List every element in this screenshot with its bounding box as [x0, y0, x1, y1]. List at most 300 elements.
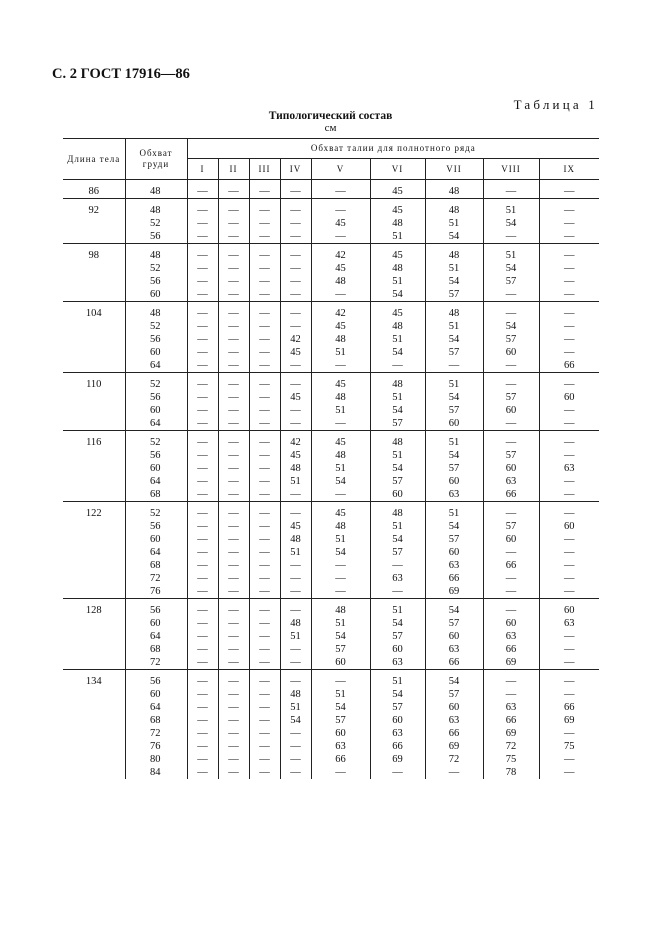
waist-girth-value: 57: [392, 547, 403, 558]
waist-girth-value: —: [259, 715, 270, 726]
chest-girth-value: 52: [150, 437, 161, 448]
waist-girth-value: 57: [448, 463, 460, 474]
waist-girth-value: 66: [335, 754, 346, 765]
waist-girth-value: —: [197, 741, 208, 752]
chest-girth-value: 72: [150, 657, 161, 668]
chest-girth-value: 52: [150, 379, 161, 390]
waist-girth-value: 54: [448, 334, 460, 345]
waist-girth-value: —: [228, 334, 239, 345]
waist-girth-value: —: [564, 586, 575, 597]
waist-girth-value: 78: [505, 767, 517, 778]
body-length-cell: 110: [86, 379, 102, 390]
waist-girth-value: —: [290, 218, 301, 229]
header-group-V: V: [311, 159, 370, 180]
waist-girth-value: —: [259, 276, 270, 287]
waist-girth-value: —: [290, 605, 301, 616]
chest-girth-value: 60: [150, 689, 161, 700]
waist-girth-value: 75: [564, 741, 575, 752]
waist-girth-value: 57: [448, 347, 460, 358]
waist-girth-value: 54: [448, 676, 460, 687]
waist-girth-value: —: [259, 754, 270, 765]
waist-girth-value: —: [564, 437, 575, 448]
waist-girth-value: —: [228, 392, 239, 403]
waist-girth-value: —: [197, 676, 208, 687]
waist-girth-value: —: [197, 715, 208, 726]
chest-girth-value: 68: [150, 489, 161, 500]
waist-girth-value: —: [290, 205, 301, 216]
chest-girth-value: 84: [150, 767, 161, 778]
waist-girth-value: —: [564, 231, 575, 242]
waist-girth-value: 60: [335, 657, 346, 668]
waist-girth-value: —: [197, 560, 208, 571]
waist-girth-value: —: [505, 289, 517, 300]
waist-girth-value: 69: [505, 657, 517, 668]
waist-girth-value: —: [290, 276, 301, 287]
waist-girth-value: 60: [448, 702, 460, 713]
waist-girth-value: —: [259, 534, 270, 545]
waist-girth-value: 45: [335, 508, 346, 519]
waist-girth-value: —: [259, 644, 270, 655]
waist-girth-value: —: [228, 276, 239, 287]
waist-girth-value: 60: [505, 347, 517, 358]
waist-girth-value: 57: [505, 334, 517, 345]
waist-girth-value: 66: [505, 644, 517, 655]
waist-girth-value: 69: [448, 741, 460, 752]
waist-girth-value: —: [564, 405, 575, 416]
waist-girth-value: 63: [335, 741, 346, 752]
waist-girth-value: 66: [448, 657, 460, 668]
waist-girth-value: —: [335, 418, 346, 429]
chest-girth-value: 48: [150, 308, 161, 319]
waist-girth-value: 54: [448, 231, 460, 242]
waist-girth-value: —: [335, 205, 346, 216]
waist-girth-value: —: [197, 276, 208, 287]
waist-girth-value: —: [290, 728, 301, 739]
waist-girth-value: 48: [335, 605, 346, 616]
waist-girth-value: —: [505, 418, 517, 429]
waist-girth-value: 66: [392, 741, 403, 752]
waist-girth-value: 48: [392, 508, 403, 519]
waist-girth-value: 48: [290, 463, 301, 474]
waist-girth-value: —: [197, 250, 208, 261]
waist-girth-value: —: [197, 360, 208, 371]
waist-girth-value: 45: [392, 308, 403, 319]
waist-girth-value: —: [290, 644, 301, 655]
waist-girth-value: —: [259, 508, 270, 519]
waist-girth-value: 51: [448, 263, 460, 274]
waist-girth-value: —: [228, 767, 239, 778]
waist-girth-value: 51: [448, 508, 460, 519]
waist-girth-value: 51: [392, 276, 403, 287]
header-waist-girth: Обхват талии для полнотного ряда: [187, 139, 599, 159]
waist-girth-value: —: [228, 657, 239, 668]
chest-girth-value: 60: [150, 405, 161, 416]
waist-girth-value: 54: [335, 631, 346, 642]
waist-girth-value: 54: [448, 392, 460, 403]
waist-girth-value: —: [259, 321, 270, 332]
waist-girth-value: —: [564, 205, 575, 216]
waist-girth-value: —: [290, 321, 301, 332]
waist-girth-value: 48: [335, 276, 346, 287]
waist-girth-value: —: [448, 767, 460, 778]
waist-girth-value: —: [290, 741, 301, 752]
chest-girth-value: 52: [150, 508, 161, 519]
waist-girth-value: 57: [335, 644, 346, 655]
waist-girth-value: —: [228, 250, 239, 261]
waist-girth-value: 51: [392, 231, 403, 242]
waist-girth-value: 69: [564, 715, 575, 726]
waist-girth-value: —: [290, 231, 301, 242]
waist-girth-value: 48: [335, 334, 346, 345]
chest-girth-value: 60: [150, 347, 161, 358]
waist-girth-value: 48: [392, 437, 403, 448]
waist-girth-value: 69: [505, 728, 517, 739]
table-row: [63, 244, 599, 302]
chest-girth-value: 48: [150, 250, 161, 261]
waist-girth-value: —: [197, 205, 208, 216]
waist-girth-value: 60: [448, 418, 460, 429]
waist-girth-value: 54: [448, 521, 460, 532]
waist-girth-value: 54: [448, 450, 460, 461]
waist-girth-value: —: [564, 657, 575, 668]
waist-girth-value: —: [505, 547, 517, 558]
waist-girth-value: 51: [392, 605, 403, 616]
waist-girth-value: —: [197, 573, 208, 584]
header-group-IV: IV: [280, 159, 311, 180]
waist-girth-value: 54: [505, 263, 517, 274]
waist-girth-value: 60: [448, 547, 460, 558]
waist-girth-value: —: [259, 605, 270, 616]
waist-girth-value: —: [259, 618, 270, 629]
waist-girth-value: —: [197, 321, 208, 332]
waist-girth-value: 51: [448, 218, 460, 229]
waist-girth-value: —: [290, 405, 301, 416]
waist-girth-value: 72: [448, 754, 460, 765]
chest-girth-value: 56: [150, 676, 161, 687]
waist-girth-value: —: [290, 754, 301, 765]
waist-girth-value: —: [197, 263, 208, 274]
waist-girth-value: —: [564, 321, 575, 332]
waist-girth-value: —: [228, 702, 239, 713]
waist-girth-value: 57: [392, 702, 403, 713]
waist-girth-value: —: [259, 489, 270, 500]
waist-girth-value: —: [290, 489, 301, 500]
waist-girth-value: 45: [392, 250, 403, 261]
waist-girth-value: —: [197, 379, 208, 390]
waist-girth-value: —: [290, 657, 301, 668]
header-group-VII: VII: [425, 159, 483, 180]
waist-girth-value: —: [228, 231, 239, 242]
body-length-cell: 116: [86, 437, 102, 448]
waist-girth-value: —: [505, 379, 517, 390]
waist-girth-value: 51: [448, 437, 460, 448]
waist-girth-value: 60: [335, 728, 346, 739]
waist-girth-value: —: [259, 741, 270, 752]
waist-girth-value: —: [228, 618, 239, 629]
chest-girth-value: 60: [150, 618, 161, 629]
waist-girth-value: —: [197, 463, 208, 474]
waist-girth-value: —: [197, 418, 208, 429]
waist-girth-value: 54: [392, 463, 403, 474]
waist-girth-value: —: [564, 754, 575, 765]
waist-girth-value: 66: [564, 360, 575, 371]
waist-girth-value: 60: [564, 605, 575, 616]
waist-girth-value: —: [564, 534, 575, 545]
chest-girth-value: 56: [150, 605, 161, 616]
waist-girth-value: —: [228, 450, 239, 461]
waist-girth-value: —: [290, 676, 301, 687]
waist-girth-value: —: [564, 308, 575, 319]
waist-girth-value: —: [505, 573, 517, 584]
waist-girth-value: 63: [448, 560, 460, 571]
waist-girth-value: 48: [335, 450, 346, 461]
waist-girth-value: 57: [448, 534, 460, 545]
waist-girth-value: —: [505, 676, 517, 687]
chest-girth-value: 72: [150, 728, 161, 739]
waist-girth-value: —: [564, 186, 575, 197]
chest-girth-value: 56: [150, 231, 161, 242]
waist-girth-value: 48: [392, 379, 403, 390]
waist-girth-value: —: [564, 489, 575, 500]
waist-girth-value: —: [564, 547, 575, 558]
waist-girth-value: 51: [335, 347, 346, 358]
waist-girth-value: —: [197, 728, 208, 739]
waist-girth-value: —: [228, 321, 239, 332]
waist-girth-value: 54: [392, 405, 403, 416]
waist-girth-value: 45: [335, 437, 346, 448]
waist-girth-value: —: [228, 644, 239, 655]
body-length-cell: 86: [88, 186, 99, 197]
waist-girth-value: —: [335, 586, 346, 597]
waist-girth-value: 48: [448, 186, 460, 197]
waist-girth-value: —: [228, 263, 239, 274]
chest-girth-value: 52: [150, 321, 161, 332]
waist-girth-value: —: [505, 186, 517, 197]
waist-girth-value: 51: [448, 379, 460, 390]
waist-girth-value: —: [228, 547, 239, 558]
waist-girth-value: —: [259, 205, 270, 216]
waist-girth-value: —: [259, 231, 270, 242]
waist-girth-value: 60: [505, 463, 517, 474]
waist-girth-value: 51: [392, 392, 403, 403]
typology-table: [63, 138, 599, 779]
page-header: С. 2 ГОСТ 17916—86: [52, 66, 190, 82]
waist-girth-value: —: [564, 334, 575, 345]
waist-girth-value: —: [505, 308, 517, 319]
waist-girth-value: 63: [505, 631, 517, 642]
waist-girth-value: —: [259, 250, 270, 261]
waist-girth-value: 63: [505, 476, 517, 487]
waist-girth-value: 54: [448, 276, 460, 287]
waist-girth-value: 54: [505, 321, 517, 332]
waist-girth-value: —: [197, 754, 208, 765]
waist-girth-value: —: [564, 418, 575, 429]
waist-girth-value: —: [564, 379, 575, 390]
waist-girth-value: —: [564, 276, 575, 287]
chest-girth-value: 52: [150, 263, 161, 274]
waist-girth-value: 54: [392, 618, 403, 629]
waist-girth-value: 60: [448, 631, 460, 642]
chest-girth-value: 56: [150, 521, 161, 532]
waist-girth-value: 63: [505, 702, 517, 713]
waist-girth-value: 48: [290, 534, 301, 545]
chest-girth-value: 52: [150, 218, 161, 229]
waist-girth-value: 69: [448, 586, 460, 597]
waist-girth-value: —: [197, 437, 208, 448]
chest-girth-value: 56: [150, 334, 161, 345]
waist-girth-value: 66: [505, 715, 517, 726]
waist-girth-value: —: [259, 392, 270, 403]
waist-girth-value: —: [228, 289, 239, 300]
waist-girth-value: 72: [505, 741, 517, 752]
chest-girth-value: 76: [150, 586, 161, 597]
waist-girth-value: 45: [335, 263, 346, 274]
waist-girth-value: —: [392, 560, 403, 571]
waist-girth-value: 51: [335, 463, 346, 474]
waist-girth-value: —: [564, 263, 575, 274]
waist-girth-value: —: [290, 573, 301, 584]
waist-girth-value: —: [197, 450, 208, 461]
waist-girth-value: —: [259, 437, 270, 448]
waist-girth-value: —: [197, 218, 208, 229]
waist-girth-value: —: [259, 334, 270, 345]
waist-girth-value: 54: [335, 702, 346, 713]
waist-girth-value: 54: [335, 476, 346, 487]
waist-girth-value: —: [505, 605, 517, 616]
waist-girth-value: —: [335, 186, 346, 197]
waist-girth-value: —: [228, 689, 239, 700]
chest-girth-value: 60: [150, 534, 161, 545]
table-row: [63, 199, 599, 244]
waist-girth-value: —: [259, 631, 270, 642]
waist-girth-value: —: [197, 508, 208, 519]
header-group-VI: VI: [370, 159, 425, 180]
waist-girth-value: —: [290, 263, 301, 274]
body-length-cell: 98: [88, 250, 99, 261]
waist-girth-value: —: [335, 767, 346, 778]
chest-girth-value: 48: [150, 205, 161, 216]
header-group-IX: IX: [539, 159, 599, 180]
waist-girth-value: —: [228, 715, 239, 726]
body-length-cell: 104: [85, 308, 102, 319]
waist-girth-value: —: [505, 437, 517, 448]
waist-girth-value: —: [228, 218, 239, 229]
waist-girth-value: —: [228, 476, 239, 487]
waist-girth-value: —: [564, 689, 575, 700]
chest-girth-value: 56: [150, 450, 161, 461]
waist-girth-value: —: [228, 405, 239, 416]
waist-girth-value: 66: [448, 728, 460, 739]
waist-girth-value: —: [259, 657, 270, 668]
chest-girth-value: 64: [150, 418, 161, 429]
waist-girth-value: 51: [290, 476, 301, 487]
waist-girth-value: —: [335, 360, 346, 371]
waist-girth-value: —: [228, 560, 239, 571]
chest-girth-value: 68: [150, 560, 161, 571]
waist-girth-value: 48: [448, 250, 460, 261]
waist-girth-value: —: [197, 644, 208, 655]
waist-girth-value: 48: [448, 205, 460, 216]
header-group-III: III: [249, 159, 280, 180]
waist-girth-value: 45: [392, 186, 403, 197]
waist-girth-value: 54: [392, 534, 403, 545]
waist-girth-value: —: [228, 308, 239, 319]
waist-girth-value: —: [505, 508, 517, 519]
waist-girth-value: —: [197, 534, 208, 545]
waist-girth-value: 57: [448, 405, 460, 416]
waist-girth-value: —: [259, 308, 270, 319]
waist-girth-value: 60: [564, 392, 575, 403]
waist-girth-value: 57: [448, 689, 460, 700]
waist-girth-value: —: [197, 586, 208, 597]
waist-girth-value: 51: [335, 405, 346, 416]
waist-girth-value: —: [228, 379, 239, 390]
waist-girth-value: —: [290, 560, 301, 571]
waist-girth-value: 66: [448, 573, 460, 584]
waist-girth-value: —: [505, 231, 517, 242]
waist-girth-value: —: [197, 476, 208, 487]
waist-girth-value: —: [228, 437, 239, 448]
waist-girth-value: 66: [564, 702, 575, 713]
waist-girth-value: —: [259, 560, 270, 571]
waist-girth-value: 60: [505, 405, 517, 416]
waist-girth-value: 48: [448, 308, 460, 319]
waist-girth-value: —: [392, 360, 403, 371]
waist-girth-value: —: [259, 289, 270, 300]
waist-girth-value: 63: [392, 657, 403, 668]
waist-girth-value: —: [228, 631, 239, 642]
chest-girth-value: 64: [150, 476, 161, 487]
waist-girth-value: —: [259, 463, 270, 474]
waist-girth-value: —: [259, 263, 270, 274]
chest-girth-value: 72: [150, 573, 161, 584]
chest-girth-value: 68: [150, 644, 161, 655]
waist-girth-value: —: [197, 631, 208, 642]
chest-girth-value: 60: [150, 289, 161, 300]
waist-girth-value: 48: [290, 618, 301, 629]
waist-girth-value: —: [564, 476, 575, 487]
waist-girth-value: —: [259, 347, 270, 358]
waist-girth-value: —: [290, 308, 301, 319]
waist-girth-value: —: [335, 231, 346, 242]
waist-girth-value: —: [259, 218, 270, 229]
table-row: [63, 302, 599, 373]
waist-girth-value: 51: [505, 250, 517, 261]
header-group-I: I: [187, 159, 218, 180]
waist-girth-value: —: [564, 218, 575, 229]
waist-girth-value: —: [290, 250, 301, 261]
waist-girth-value: —: [197, 392, 208, 403]
table-title: Типологический состав: [268, 110, 393, 122]
chest-girth-value: 56: [150, 276, 161, 287]
waist-girth-value: —: [197, 547, 208, 558]
waist-girth-value: —: [228, 676, 239, 687]
waist-girth-value: —: [197, 347, 208, 358]
waist-girth-value: —: [335, 489, 346, 500]
waist-girth-value: —: [259, 379, 270, 390]
waist-girth-value: —: [290, 379, 301, 390]
waist-girth-value: 45: [290, 392, 301, 403]
waist-girth-value: —: [259, 405, 270, 416]
waist-girth-value: —: [228, 573, 239, 584]
waist-girth-value: —: [228, 521, 239, 532]
waist-girth-value: 63: [448, 715, 460, 726]
waist-girth-value: —: [392, 767, 403, 778]
waist-girth-value: —: [197, 289, 208, 300]
waist-girth-value: —: [259, 702, 270, 713]
waist-girth-value: —: [290, 289, 301, 300]
chest-girth-value: 56: [150, 392, 161, 403]
